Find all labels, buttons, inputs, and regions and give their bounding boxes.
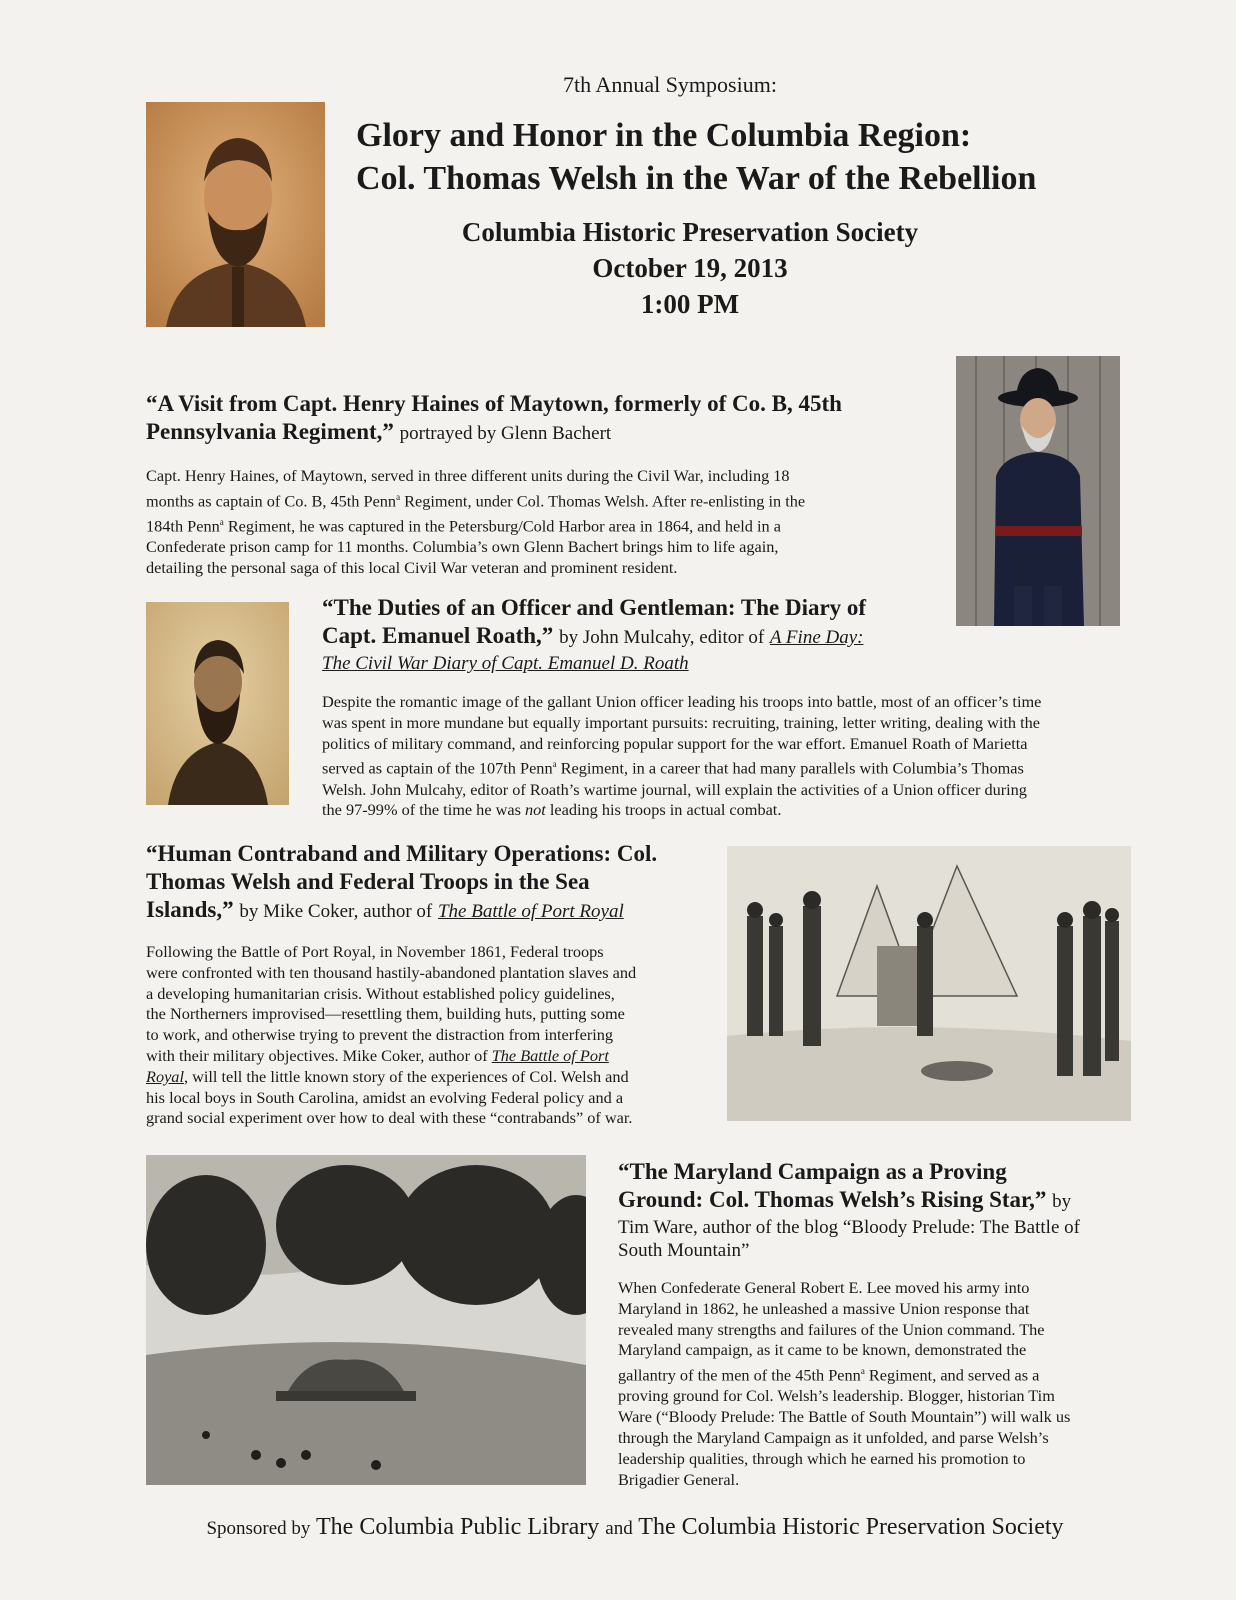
- talk-4-line: Maryland in 1862, he unleashed a massive Union response that: [618, 1298, 1030, 1318]
- host-organization: Columbia Historic Preservation Society: [461, 217, 919, 247]
- sponsor-prefix: Sponsored by: [206, 1518, 311, 1539]
- talk-4-line: Ware (“Bloody Prelude: The Battle of South Mountain”) will walk us: [618, 1407, 1071, 1427]
- portrait-emanuel-roath: [146, 602, 289, 805]
- photo-glenn-bachert: [956, 356, 1120, 626]
- talk-3-body: [146, 942, 716, 1129]
- talk-3-line: his local boys in South Carolina, amidst an evolving Federal policy and a: [146, 1087, 624, 1107]
- sponsor-line: [160, 1514, 1110, 1541]
- talk-3-line: with their military objectives. Mike Coker, author of The Battle of Port: [146, 1045, 609, 1065]
- sponsor-society: The Columbia Historic Preservation Society: [638, 1514, 1064, 1540]
- talk-3-line: the Northerners improvised—resettling them, building huts, putting some: [146, 1004, 625, 1024]
- talk-3-title-line1: “Human Contraband and Military Operations: Col.: [146, 841, 658, 866]
- event-time: 1:00 PM: [640, 289, 740, 319]
- talk-4-title-line2: Ground: Col. Thomas Welsh’s Rising Star,” by: [618, 1187, 1072, 1212]
- talk-3-line: were confronted with ten thousand hastily-abandoned plantation slaves and: [146, 962, 637, 982]
- talk-2-body: [322, 692, 1142, 821]
- talk-4-line: proving ground for Col. Welsh’s leadership. Blogger, historian Tim: [618, 1386, 1055, 1406]
- talk-3-title-line3: Islands,” by Mike Coker, author of The Battle of Port Royal: [146, 897, 624, 922]
- talk-3-title: [146, 840, 706, 926]
- symposium-title-line1: Glory and Honor in the Columbia Region:: [356, 117, 972, 154]
- talk-1-line: detailing the personal saga of this local Civil War veteran and prominent resident.: [146, 558, 678, 578]
- talk-1-byline: portrayed by Glenn Bachert: [399, 423, 612, 444]
- talk-2-title-line2: Capt. Emanuel Roath,” by John Mulcahy, editor of A Fine Day:: [322, 623, 864, 648]
- talk-1-line: Capt. Henry Haines, of Maytown, served in three different units during the Civil War, including 18: [146, 466, 790, 485]
- talk-3-line: Royal, will tell the little known story of the experiences of Col. Welsh and: [146, 1066, 629, 1086]
- talk-3-line: to work, and otherwise trying to prevent the distraction from interfering: [146, 1025, 614, 1045]
- talk-2-title: [322, 594, 1122, 678]
- talk-2-line: served as captain of the 107th Penn$^a$ Regiment, in a career that had many parallels with Columbia’s Thomas: [322, 758, 1024, 778]
- talk-3-line: Following the Battle of Port Royal, in November 1861, Federal troops: [146, 942, 604, 961]
- talk-2-line: the 97-99% of the time he was not leading his troops in actual combat.: [322, 800, 782, 820]
- talk-1-line: months as captain of Co. B, 45th Penn$^a$ Regiment, under Col. Thomas Welsh. After re-enlisting in the: [146, 491, 806, 511]
- portrait-thomas-welsh: [146, 102, 325, 327]
- talk-1-title: [146, 390, 936, 448]
- talk-4-byline-line3: South Mountain”: [618, 1240, 750, 1261]
- engraving-maryland-campaign: [146, 1155, 586, 1485]
- talk-4-line: When Confederate General Robert E. Lee moved his army into: [618, 1278, 1030, 1297]
- talk-4-line: Brigadier General.: [618, 1469, 740, 1489]
- talk-3-line: a developing humanitarian crisis. Without established policy guidelines,: [146, 983, 615, 1003]
- talk-4-line: gallantry of the men of the 45th Penn$^a$ Regiment, and served as a: [618, 1365, 1040, 1385]
- talk-4-title: [618, 1158, 1138, 1262]
- symposium-title-line2: Col. Thomas Welsh in the War of the Rebellion: [356, 160, 1037, 197]
- talk-3-title-line2: Thomas Welsh and Federal Troops in the Sea: [146, 869, 590, 894]
- talk-4-line: revealed many strengths and failures of the Union command. The: [618, 1319, 1045, 1339]
- event-date: October 19, 2013: [592, 253, 788, 283]
- talk-4-body: [618, 1278, 1138, 1490]
- sponsor-and: and: [605, 1518, 633, 1539]
- talk-2-book-title: The Civil War Diary of Capt. Emanuel D. Roath: [322, 653, 689, 674]
- talk-4-line: through the Maryland Campaign as it unfolded, and parse Welsh’s: [618, 1428, 1049, 1447]
- talk-1-line: Confederate prison camp for 11 months. Columbia’s own Glenn Bachert brings him to life again,: [146, 537, 779, 557]
- talk-4-line: Maryland campaign, as it came to be known, demonstrated the: [618, 1340, 1027, 1360]
- talk-2-title-line1: “The Duties of an Officer and Gentleman: The Diary of: [322, 595, 867, 620]
- talk-1-body: [146, 466, 946, 579]
- symposium-label: 7th Annual Symposium:: [563, 72, 777, 97]
- sponsor-library: The Columbia Public Library: [316, 1514, 600, 1540]
- talk-1-line: 184th Penn$^a$ Regiment, he was captured in the Petersburg/Cold Harbor area in 1864, and held in a: [146, 516, 781, 536]
- talk-4-byline-line2: Tim Ware, author of the blog “Bloody Prelude: The Battle of: [618, 1217, 1080, 1238]
- talk-2-line: Welsh. John Mulcahy, editor of Roath’s wartime journal, will explain the activities of a Union officer during: [322, 779, 1027, 799]
- talk-1-title-text: “A Visit from Capt. Henry Haines of Maytown, formerly of Co. B, 45th Pennsylvania Regiment,”: [146, 391, 842, 444]
- talk-2-line: was spent in more mundane but equally important pursuits: recruiting, training, letter writing, dealing with the: [322, 712, 1041, 732]
- talk-2-line: politics of military command, and reinforcing popular support for the war effort. Emanuel Roath of Marietta: [322, 733, 1028, 753]
- talk-4-line: leadership qualities, through which he earned his promotion to: [618, 1448, 1026, 1468]
- talk-4-title-line1: “The Maryland Campaign as a Proving: [618, 1159, 1007, 1184]
- talk-3-line: grand social experiment over how to deal with these “contrabands” of war.: [146, 1108, 633, 1128]
- engraving-sea-islands: [727, 846, 1131, 1121]
- talk-2-line: Despite the romantic image of the gallant Union officer leading his troops into battle, most of an officer’s time: [322, 692, 1042, 711]
